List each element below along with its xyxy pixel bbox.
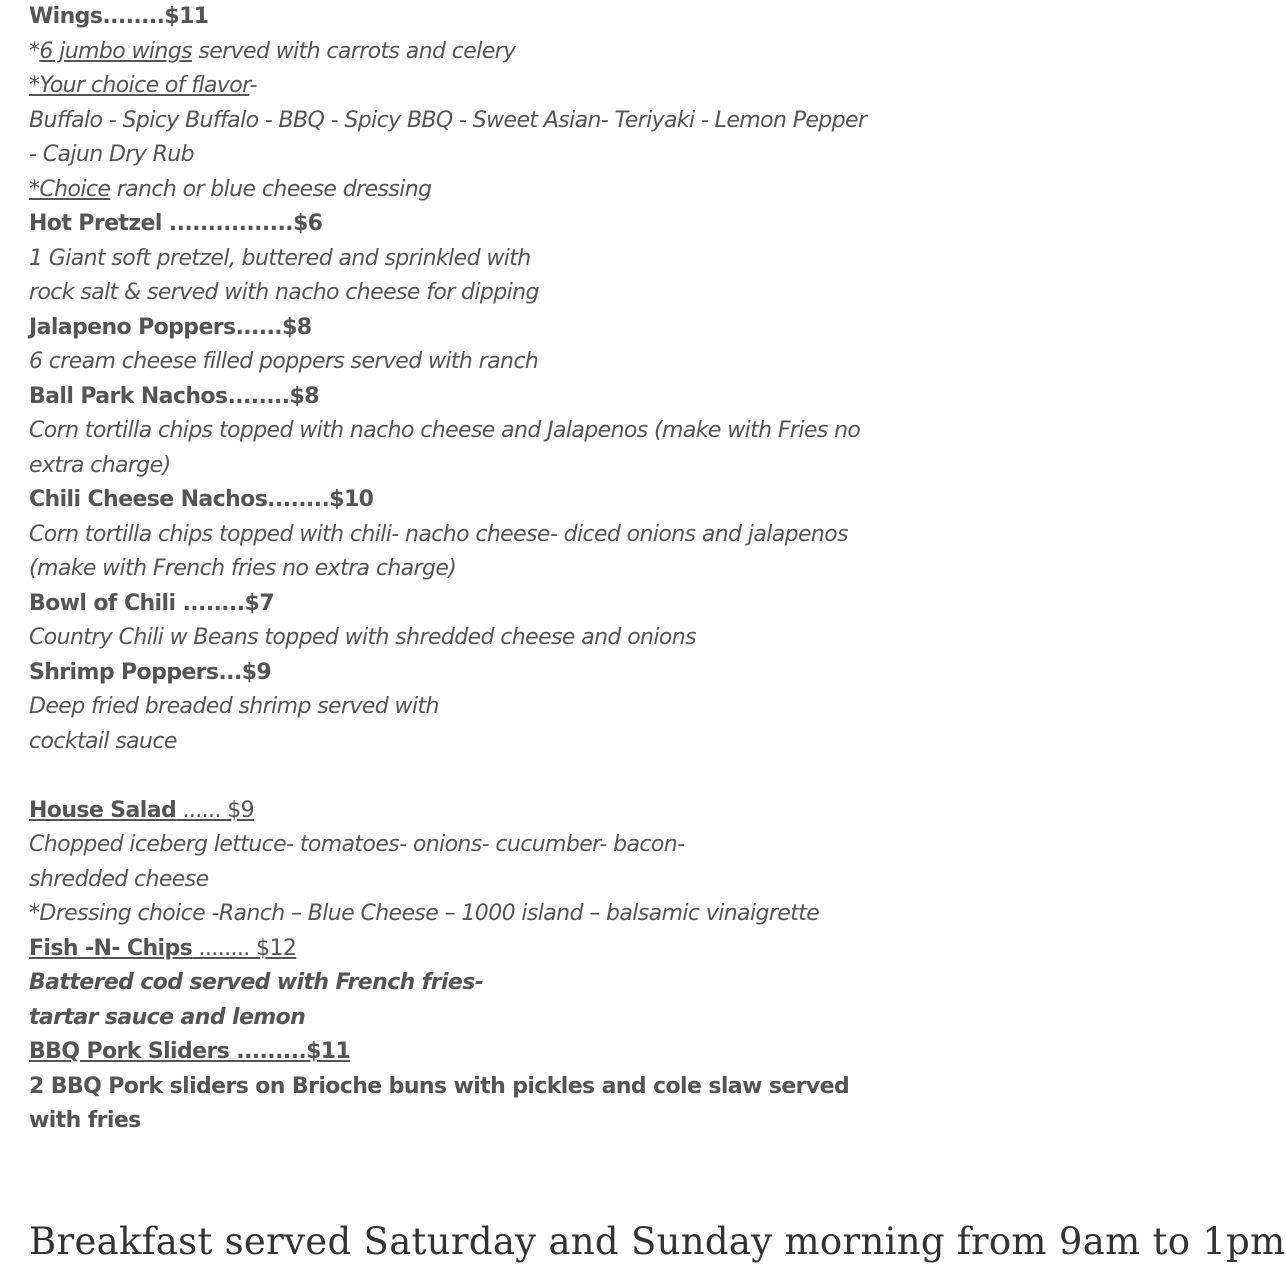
item-desc-shrimp-cont: cocktail sauce (29, 728, 177, 754)
breakfast-notice: Breakfast served Saturday and Sunday morning from 9am to 1pm (29, 1220, 1286, 1263)
item-title-sliders: BBQ Pork Sliders .........$11 (29, 1039, 351, 1064)
menu-list (29, 0, 867, 1139)
item-title-fish: Fish -N- Chips ........ $12 (29, 935, 297, 961)
item-title-wings: Wings........$11 (29, 4, 209, 29)
item-desc-salad: Chopped iceberg lettuce- tomatoes- onions- cucumber- bacon- (29, 832, 685, 857)
item-title-poppers: Jalapeno Poppers......$8 (29, 314, 312, 340)
item-desc-chili-nachos-cont: (make with French fries no extra charge) (29, 556, 457, 581)
item-title-salad: House Salad ...... $9 (29, 797, 255, 823)
section-spacer (29, 759, 859, 794)
item-title-shrimp: Shrimp Poppers...$9 (29, 659, 272, 685)
item-title-chili-bowl: Bowl of Chili ........$7 (29, 590, 274, 616)
item-desc-fish-cont: tartar sauce and lemon (29, 1004, 306, 1030)
item-desc-chili-nachos: Corn tortilla chips topped with chili- nacho cheese- diced onions and jalapenos (29, 521, 848, 547)
item-desc-ballpark-nachos-cont: extra charge) (29, 452, 171, 478)
item-title-pretzel: Hot Pretzel ................$6 (29, 211, 323, 236)
item-desc-sliders: 2 BBQ Pork sliders on Brioche buns with pickles and cole slaw served (29, 1073, 850, 1099)
item-desc-pretzel-cont: rock salt & served with nacho cheese for dipping (29, 280, 539, 305)
item-desc-wings-servings: *6 jumbo wings served with carrots and celery (29, 38, 516, 64)
item-desc-ballpark-nachos: Corn tortilla chips topped with nacho cheese and Jalapenos (make with Fries no (29, 418, 861, 443)
item-title-chili-nachos: Chili Cheese Nachos........$10 (29, 487, 374, 512)
item-desc-wings-dressing: *Choice ranch or blue cheese dressing (29, 176, 432, 202)
item-desc-fish: Battered cod served with French fries- (29, 970, 484, 995)
item-desc-wings-flavors-cont: - Cajun Dry Rub (29, 142, 194, 167)
item-desc-pretzel: 1 Giant soft pretzel, buttered and sprinkled with (29, 245, 531, 271)
item-desc-wings-flavor-heading: *Your choice of flavor- (29, 73, 257, 98)
item-desc-salad-dressing: *Dressing choice -Ranch – Blue Cheese – 1000 island – balsamic vinaigrette (29, 901, 820, 926)
item-desc-sliders-cont: with fries (29, 1108, 141, 1133)
item-desc-poppers: 6 cream cheese filled poppers served with ranch (29, 349, 539, 374)
item-desc-shrimp: Deep fried breaded shrimp served with (29, 694, 439, 719)
item-desc-salad-cont: shredded cheese (29, 866, 209, 892)
item-desc-chili-bowl: Country Chili w Beans topped with shredded cheese and onions (29, 625, 696, 650)
item-title-ballpark-nachos: Ball Park Nachos........$8 (29, 383, 319, 409)
item-desc-wings-flavors: Buffalo - Spicy Buffalo - BBQ - Spicy BBQ - Sweet Asian- Teriyaki - Lemon Pepper (29, 107, 867, 133)
